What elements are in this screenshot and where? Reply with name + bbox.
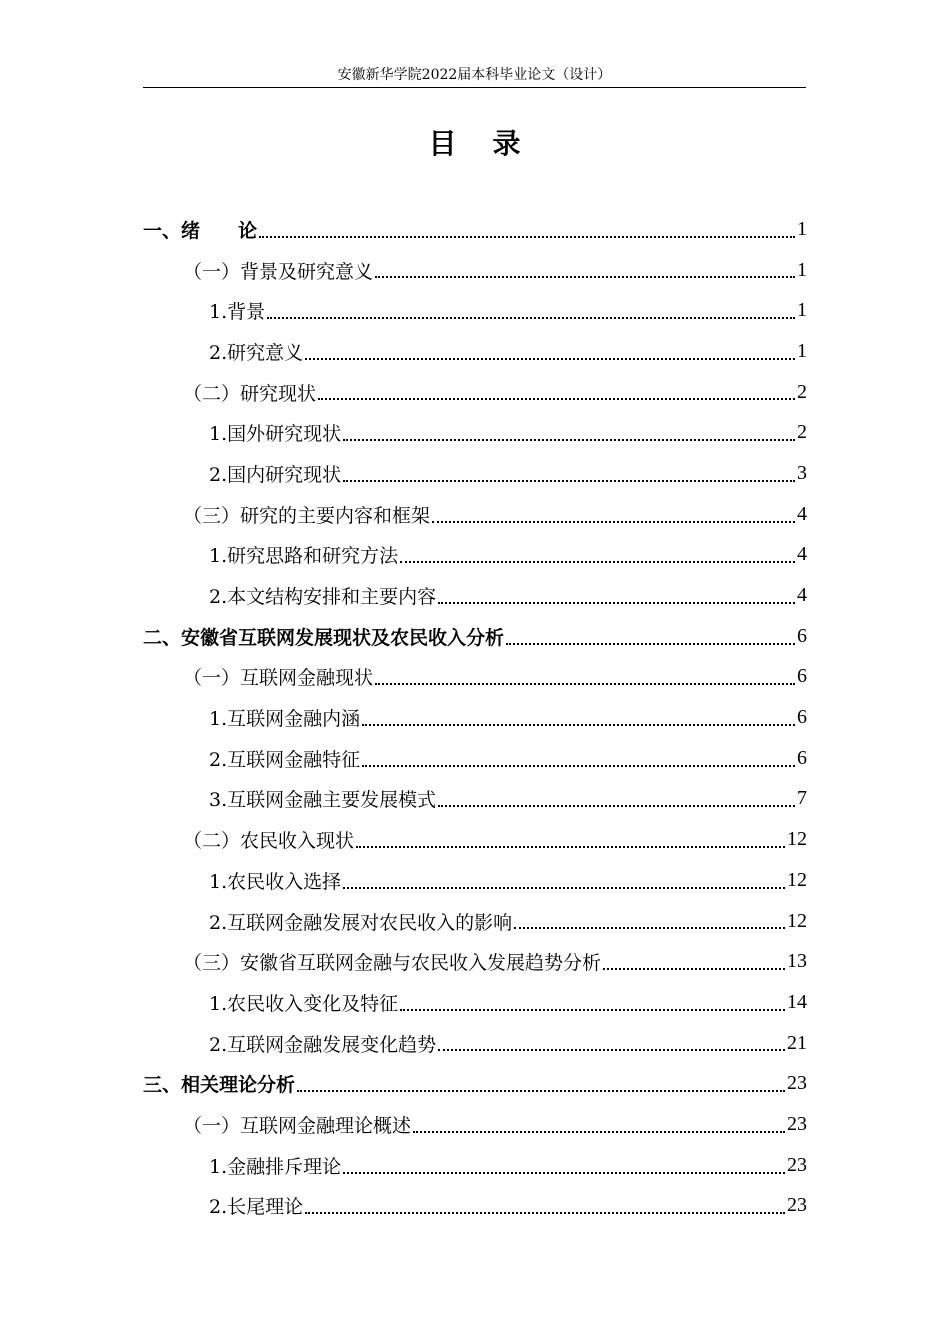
dot-leader xyxy=(603,968,785,970)
toc-entry-label: （三）研究的主要内容和框架 xyxy=(183,504,431,527)
page-title: 目录 xyxy=(428,127,557,160)
toc-entry[interactable] xyxy=(143,1063,807,1104)
toc-entry-page: 12 xyxy=(787,868,807,891)
toc-entry[interactable] xyxy=(143,1145,807,1186)
toc-entry-page: 21 xyxy=(787,1031,807,1054)
toc-entry-label: 二、安徽省互联网发展现状及农民收入分析 xyxy=(143,626,505,649)
toc-entry[interactable] xyxy=(143,331,807,372)
toc-entry-page: 4 xyxy=(797,584,807,607)
toc-entry-page: 1 xyxy=(797,258,807,281)
dot-leader xyxy=(305,1212,785,1214)
toc-entry-page: 23 xyxy=(787,1072,807,1095)
dot-leader xyxy=(356,846,785,848)
header-rule xyxy=(143,87,806,88)
dot-leader xyxy=(514,927,785,929)
toc-entry-label: 3.互联网金融主要发展模式 xyxy=(209,789,437,812)
dot-leader xyxy=(362,724,795,726)
dot-leader xyxy=(343,439,795,441)
dot-leader xyxy=(267,317,795,319)
dot-leader xyxy=(297,1090,785,1092)
toc-entry-page: 23 xyxy=(787,1112,807,1135)
toc-entry-label: 1.农民收入变化及特征 xyxy=(209,992,399,1015)
dot-leader xyxy=(343,1172,785,1174)
toc-entry-page: 6 xyxy=(797,746,807,769)
toc-entry[interactable] xyxy=(143,535,807,576)
toc-entry[interactable] xyxy=(143,982,807,1023)
toc-entry[interactable] xyxy=(143,1186,807,1227)
toc-entry[interactable] xyxy=(143,819,807,860)
toc-entry[interactable] xyxy=(143,290,807,331)
toc-entry-page: 12 xyxy=(787,828,807,851)
dot-leader xyxy=(400,561,795,563)
toc-entry-page: 2 xyxy=(797,380,807,403)
toc-entry-page: 12 xyxy=(787,909,807,932)
toc-entry[interactable] xyxy=(143,738,807,779)
dot-leader xyxy=(305,358,795,360)
toc-entry-label: 2.互联网金融特征 xyxy=(209,748,361,771)
toc-entry-label: 三、相关理论分析 xyxy=(143,1074,296,1097)
toc-entry[interactable] xyxy=(143,209,807,250)
dot-leader xyxy=(362,765,795,767)
dot-leader xyxy=(413,1131,785,1133)
toc-entry-label: （二）研究现状 xyxy=(183,382,317,405)
dot-leader xyxy=(438,602,795,604)
toc-entry[interactable] xyxy=(143,453,807,494)
toc-entry-page: 4 xyxy=(797,502,807,525)
toc-entry-label: （三）安徽省互联网金融与农民收入发展趋势分析 xyxy=(183,952,602,975)
dot-leader xyxy=(343,480,795,482)
dot-leader xyxy=(318,398,795,400)
toc-entry-page: 2 xyxy=(797,421,807,444)
toc-entry-label: 2.研究意义 xyxy=(209,341,304,364)
running-header: 安徽新华学院2022届本科毕业论文（设计） xyxy=(337,67,612,83)
toc-entry-label: （一）互联网金融现状 xyxy=(183,667,374,690)
dot-leader xyxy=(259,236,795,238)
dot-leader xyxy=(438,1049,785,1051)
toc-entry[interactable] xyxy=(143,657,807,698)
toc-entry-page: 23 xyxy=(787,1153,807,1176)
toc-entry-page: 3 xyxy=(797,461,807,484)
dot-leader xyxy=(375,276,795,278)
toc-entry[interactable] xyxy=(143,250,807,291)
toc-entry-page: 14 xyxy=(787,990,807,1013)
toc-entry[interactable] xyxy=(143,1023,807,1064)
dot-leader xyxy=(432,521,795,523)
toc-entry[interactable] xyxy=(143,575,807,616)
toc-entry-label: （二）农民收入现状 xyxy=(183,830,355,853)
toc-entry[interactable] xyxy=(143,941,807,982)
toc-entry-page: 6 xyxy=(797,665,807,688)
toc-entry-label: 2.长尾理论 xyxy=(209,1196,304,1219)
toc-entry[interactable] xyxy=(143,372,807,413)
dot-leader xyxy=(438,805,795,807)
dot-leader xyxy=(343,887,785,889)
toc-entry-label: 1.互联网金融内涵 xyxy=(209,708,361,731)
toc-entry-page: 6 xyxy=(797,706,807,729)
toc-entry[interactable] xyxy=(143,697,807,738)
toc-entry[interactable] xyxy=(143,779,807,820)
toc-entry-page: 4 xyxy=(797,543,807,566)
toc-entry-page: 23 xyxy=(787,1194,807,1217)
dot-leader xyxy=(400,1009,785,1011)
toc-entry-label: （一）互联网金融理论概述 xyxy=(183,1114,412,1137)
toc-entry[interactable] xyxy=(143,412,807,453)
toc-entry[interactable] xyxy=(143,860,807,901)
toc-entry[interactable] xyxy=(143,494,807,535)
dot-leader xyxy=(506,643,795,645)
toc-entry-label: 1.农民收入选择 xyxy=(209,870,342,893)
table-of-contents xyxy=(143,209,807,1226)
toc-entry-label: 1.研究思路和研究方法 xyxy=(209,545,399,568)
toc-entry-label: 1.金融排斥理论 xyxy=(209,1155,342,1178)
dot-leader xyxy=(375,683,795,685)
toc-entry-label: 2.本文结构安排和主要内容 xyxy=(209,586,437,609)
toc-entry-page: 1 xyxy=(797,217,807,240)
toc-entry-label: （一）背景及研究意义 xyxy=(183,260,374,283)
toc-entry-label: 1.国外研究现状 xyxy=(209,423,342,446)
toc-entry-page: 6 xyxy=(797,624,807,647)
toc-entry[interactable] xyxy=(143,901,807,942)
toc-entry-page: 1 xyxy=(797,339,807,362)
toc-entry-page: 13 xyxy=(787,950,807,973)
toc-entry[interactable] xyxy=(143,616,807,657)
toc-entry-label: 一、绪 论 xyxy=(143,219,258,242)
toc-entry[interactable] xyxy=(143,1104,807,1145)
toc-entry-label: 2.互联网金融发展变化趋势 xyxy=(209,1033,437,1056)
toc-entry-label: 1.背景 xyxy=(209,301,266,324)
toc-entry-page: 1 xyxy=(797,299,807,322)
toc-entry-label: 2.国内研究现状 xyxy=(209,463,342,486)
toc-entry-label: 2.互联网金融发展对农民收入的影响 xyxy=(209,911,513,934)
toc-entry-page: 7 xyxy=(797,787,807,810)
